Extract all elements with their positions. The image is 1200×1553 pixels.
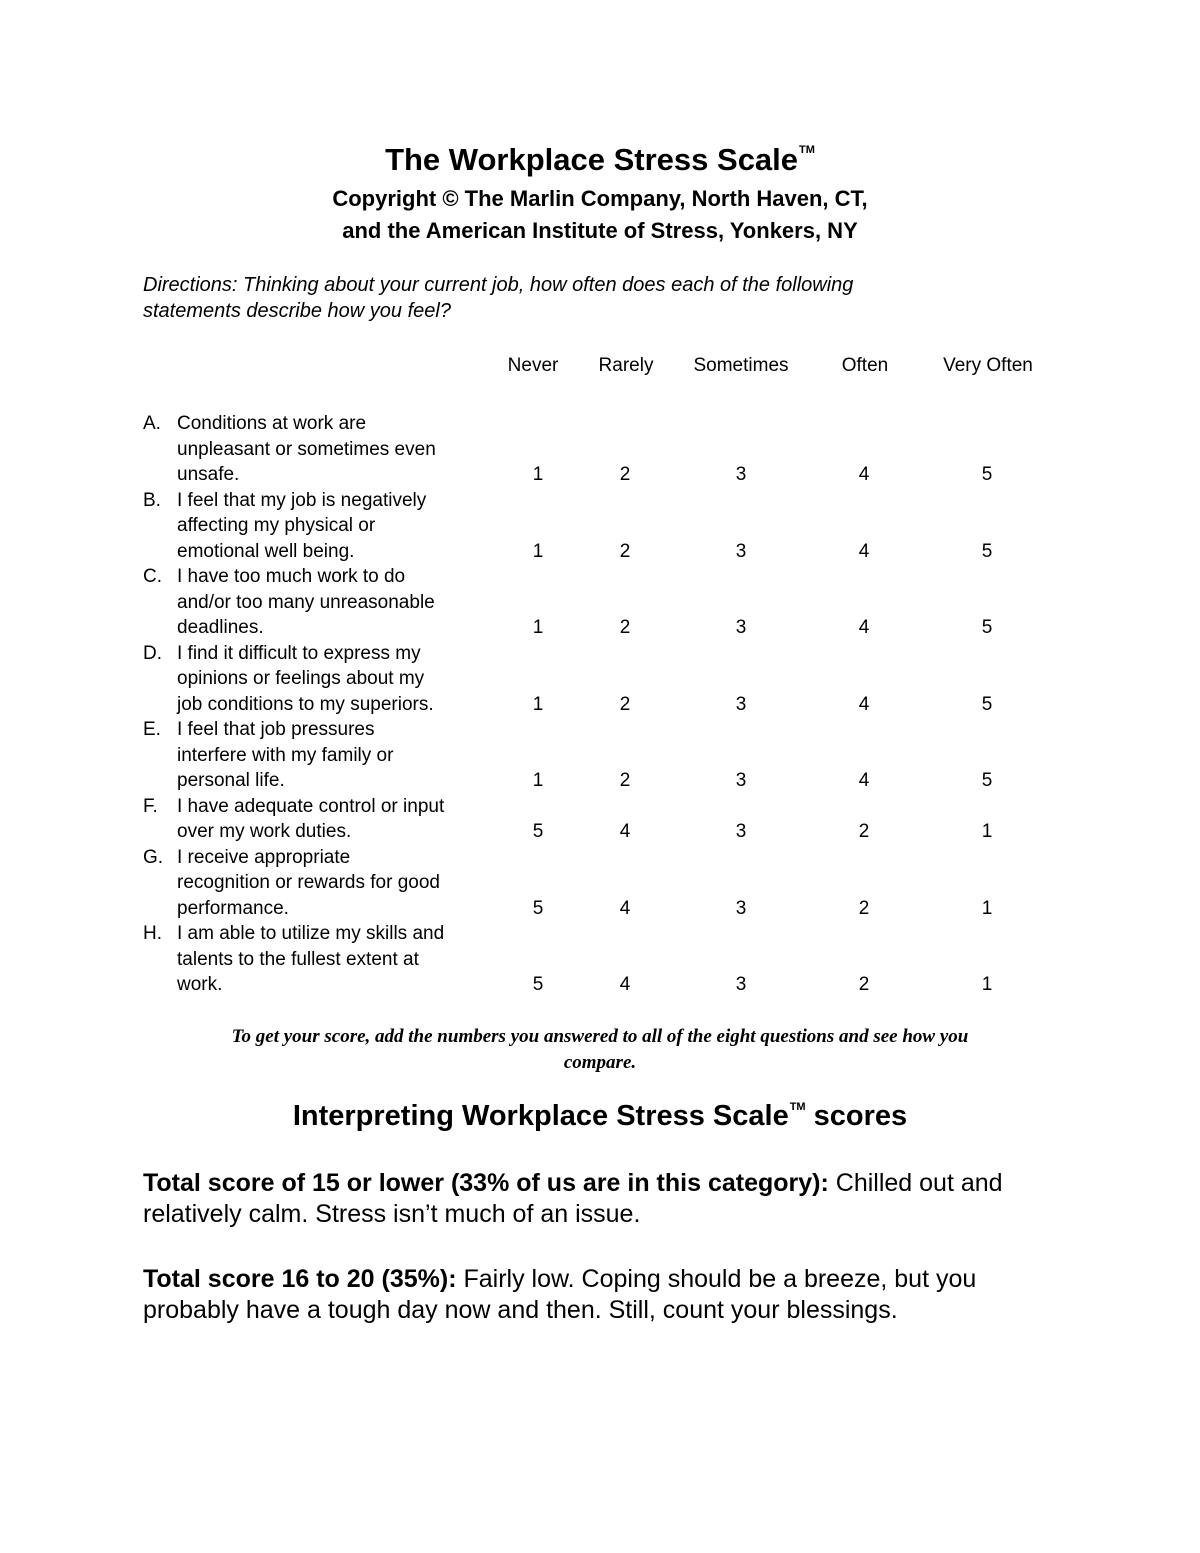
directions-line-2: statements describe how you feel? [143, 300, 451, 322]
question-text-line: affecting my physical or [177, 515, 376, 536]
question-text-line: I receive appropriate [177, 846, 351, 868]
score-instructions [140, 1024, 1060, 1076]
question-text-line: I have adequate control or input [177, 795, 445, 817]
copyright-line-1: Copyright © The Marlin Company, North Haven, CT, [332, 186, 868, 211]
score-range-low-text: Chilled out and relatively calm. Stress isn’t much of an issue. [143, 1169, 1003, 1228]
question-text-line: unpleasant or sometimes even [177, 438, 436, 460]
score-value: 5 [532, 897, 544, 919]
score-value: 4 [858, 693, 870, 715]
question-text-line: I find it difficult to express my [177, 642, 421, 664]
score-value: 1 [532, 693, 544, 715]
score-range-fairly-low-text: Fairly low. Coping should be a breeze, but you probably have a tough day now and then. Still, count your blessings. [143, 1265, 977, 1324]
question-letter: B. [143, 489, 161, 511]
score-value: 4 [858, 540, 870, 562]
question-text-line: deadlines. [177, 617, 264, 638]
score-value: 1 [532, 464, 544, 485]
score-value: 3 [735, 974, 747, 995]
page-title [0, 140, 1200, 187]
directions [143, 272, 1043, 324]
score-value: 4 [619, 897, 631, 919]
score-value: 3 [735, 897, 747, 919]
question-text-line: I have too much work to do [177, 566, 406, 587]
score-value: 2 [858, 821, 870, 842]
score-value: 5 [532, 974, 544, 995]
score-value: 3 [735, 770, 747, 791]
question-text-line: interfere with my family or [177, 744, 394, 766]
question-text-line: over my work duties. [177, 821, 352, 842]
interpretation-title-end: scores [805, 1100, 908, 1132]
column-header-sometimes: Sometimes [693, 355, 789, 376]
score-value: 3 [735, 464, 747, 485]
interpretation-title [0, 1096, 1200, 1142]
interpretation-trademark-mark: TM [789, 1101, 806, 1113]
score-value: 5 [981, 464, 993, 485]
score-instructions-line-2: compare. [563, 1052, 637, 1073]
score-value: 3 [735, 693, 747, 715]
column-header-often: Often [841, 355, 889, 376]
copyright-line-2: and the American Institute of Stress, Yonkers, NY [342, 218, 858, 243]
interpretation-title-start: Interpreting Workplace Stress Scale [292, 1100, 789, 1132]
score-value: 2 [858, 974, 870, 995]
score-range-low-heading: Total score of 15 or lower (33% of us are in this category): [143, 1169, 829, 1197]
trademark-mark: TM [799, 144, 815, 156]
score-value: 5 [981, 770, 993, 791]
score-value: 5 [981, 617, 993, 638]
score-range-low [143, 1168, 1063, 1230]
question-letter: G. [143, 846, 164, 868]
score-value: 2 [619, 540, 631, 562]
score-value: 3 [735, 617, 747, 638]
question-letter: C. [143, 566, 162, 587]
question-text-line: unsafe. [177, 464, 240, 485]
question-text-line: emotional well being. [177, 540, 355, 562]
score-value: 2 [619, 464, 631, 485]
score-value: 5 [981, 693, 993, 715]
score-value: 1 [981, 821, 993, 842]
question-text-line: recognition or rewards for good [177, 872, 440, 893]
score-value: 1 [532, 617, 544, 638]
question-text-line: work. [177, 974, 223, 995]
question-letter: E. [143, 719, 161, 740]
score-value: 4 [858, 770, 870, 791]
question-text-line: I feel that job pressures [177, 719, 375, 740]
score-value: 4 [858, 464, 870, 485]
score-value: 4 [858, 617, 870, 638]
question-text-line: job conditions to my superiors. [177, 693, 434, 715]
question-text-line: talents to the fullest extent at [177, 948, 419, 970]
question-text-line: I am able to utilize my skills and [177, 923, 445, 944]
question-text-line: opinions or feelings about my [177, 668, 425, 689]
score-value: 2 [858, 897, 870, 919]
score-value: 3 [735, 540, 747, 562]
score-value: 1 [981, 974, 993, 995]
score-instructions-line-1: To get your score, add the numbers you answered to all of the eight questions and see how you [231, 1026, 969, 1047]
score-value: 4 [619, 821, 631, 842]
question-text-line: personal life. [177, 770, 285, 791]
question-letter: A. [143, 413, 161, 434]
question-letter: H. [143, 923, 162, 944]
score-value: 2 [619, 693, 631, 715]
score-value: 3 [735, 821, 747, 842]
question-text-line: Conditions at work are [177, 413, 367, 434]
score-range-fairly-low-heading: Total score 16 to 20 (35%): [143, 1265, 457, 1293]
column-header-rarely: Rarely [598, 355, 654, 376]
score-range-fairly-low [143, 1264, 1063, 1326]
score-value: 5 [532, 821, 544, 842]
score-value: 1 [532, 770, 544, 791]
question-text-line: and/or too many unreasonable [177, 591, 435, 613]
score-value: 1 [532, 540, 544, 562]
score-value: 4 [619, 974, 631, 995]
score-value: 2 [619, 770, 631, 791]
question-text-line: performance. [177, 897, 289, 919]
column-header-very-often: Very Often [943, 355, 1033, 376]
title-text: The Workplace Stress Scale [385, 142, 799, 177]
column-header-never: Never [507, 355, 559, 376]
question-text-line: I feel that my job is negatively [177, 489, 427, 511]
question-letter: F. [143, 795, 158, 817]
score-value: 1 [981, 897, 993, 919]
score-value: 5 [981, 540, 993, 562]
question-letter: D. [143, 642, 162, 664]
score-value: 2 [619, 617, 631, 638]
directions-line-1: Directions: Thinking about your current job, how often does each of the following [143, 274, 854, 296]
